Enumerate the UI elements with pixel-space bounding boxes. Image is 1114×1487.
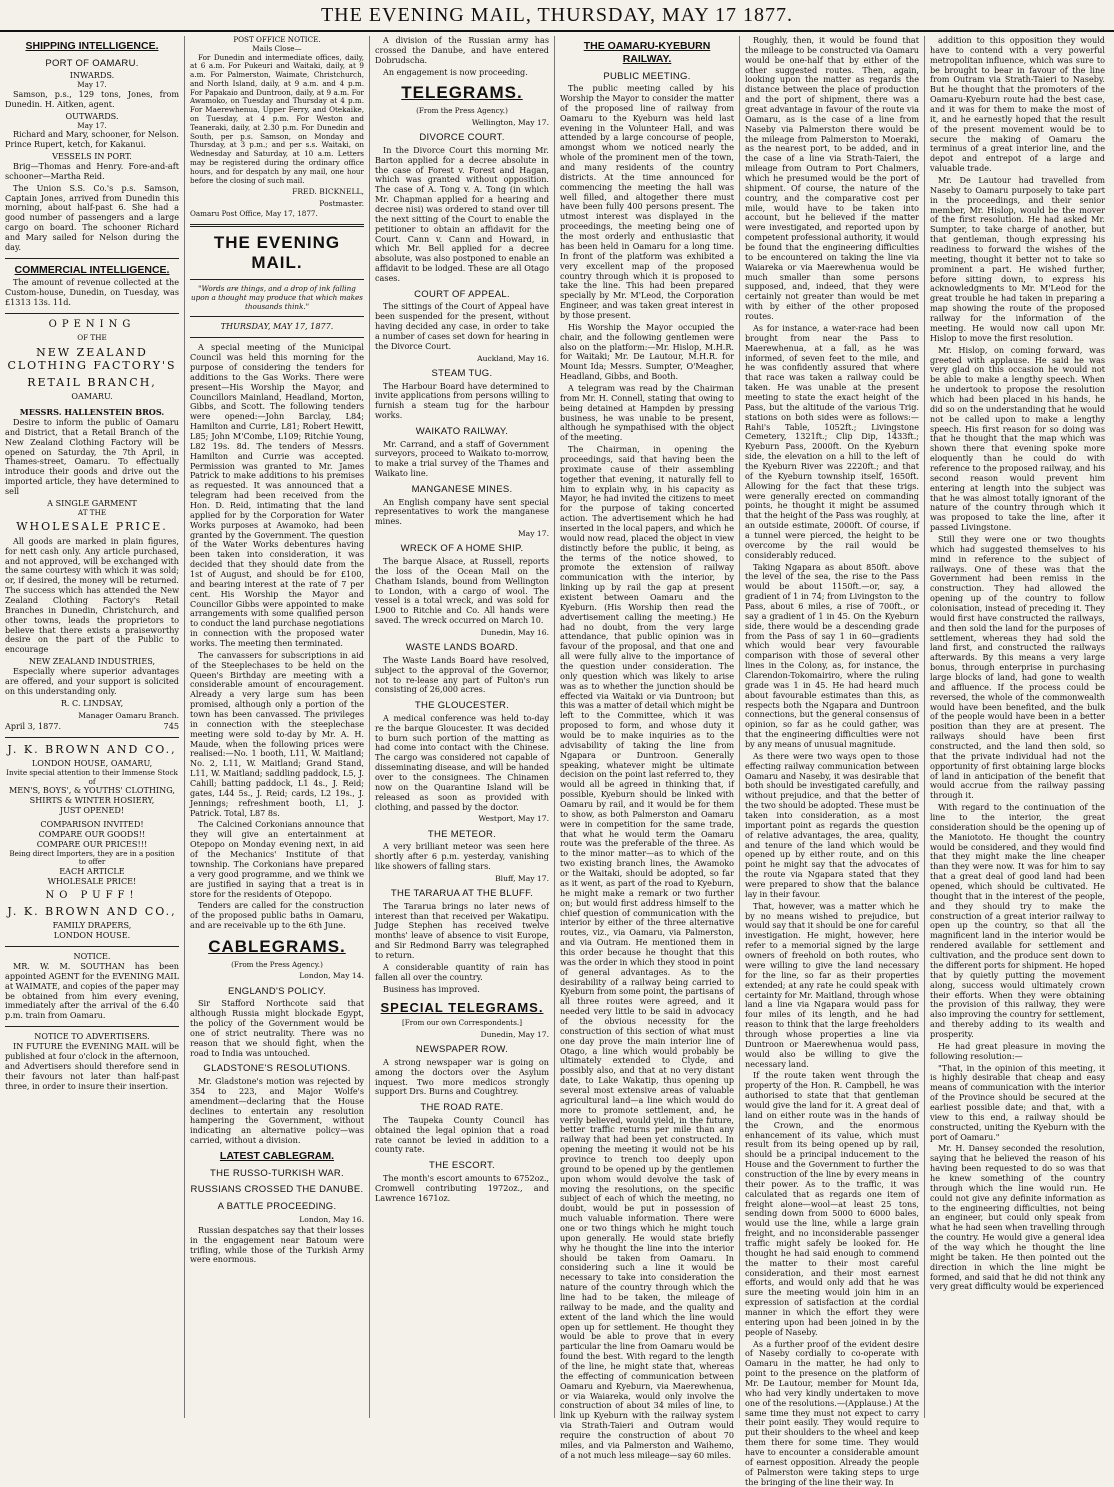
postmaster-label: Postmaster.: [319, 198, 364, 208]
russo-turkish-heading: THE RUSSO-TURKISH WAR.: [210, 1167, 344, 1179]
london-house-2: LONDON HOUSE.: [53, 930, 131, 941]
gladstone-heading: GLADSTONE'S RESOLUTIONS.: [203, 1063, 351, 1075]
nz-industries: NEW ZEALAND INDUSTRIES,: [28, 656, 156, 667]
manganese-heading: MANGANESE MINES.: [411, 483, 513, 495]
battle-text: Russian despatches say that their losses in the engagement near Batoum were trifling, while those of the Turkish Army were enormous.: [190, 1224, 364, 1265]
lindsay-role: Manager Oamaru Branch.: [78, 710, 179, 720]
notice-heading: NOTICE.: [73, 951, 111, 962]
waikato-text: Mr. Carrand, and a staff of Government surveyors, proceed to Waikato to-morrow, to make a trial survey of the Thames and Waikato line.: [375, 438, 549, 479]
factory-heading: NEW ZEALAND CLOTHING FACTORY'S: [7, 346, 177, 373]
inwards-heading: INWARDS.: [69, 70, 115, 81]
advertisers-text: IN FUTURE the EVENING MAIL will be published at four o'clock in the afternoon, and Advertisers should therefore send in their favours not later than half-past three, in order to insure their insertion.: [5, 1041, 179, 1091]
dunedin-date-1: Dunedin, May 16.: [480, 627, 549, 637]
appeal-heading: COURT OF APPEAL.: [414, 288, 510, 300]
advert-date: April 3, 1877.: [5, 720, 62, 731]
southan-text: MR. W. M. SOUTHAN has been appointed AGENT for the EVENING MAIL at WAIMATE, and copies of the paper may be obtained from him every evening, immediately after the arrival of the 6.40 p.m. train from Oamaru.: [5, 961, 179, 1021]
gloucester-text: A medical conference was held to-day re the barque Gloucester. It was decided to burn such portion of the matting as had come into contact with the Chinese. The cargo was considered not capable of disseminating disease, and will be handed over to the consignees. The Chinamen now on the Quarantine Island will be released as soon as provided with clothing, and passed by the doctor.: [375, 712, 549, 812]
outwards-date: May 17.: [77, 120, 107, 130]
railway-end-para-1: addition to this opposition they would have to contend with a very powerful metropolitan influence, which was sure to be brought to bear in favour of the line from Outram via Strath-Taieri to Naseby. But he thought that the promoters of the Oamaru-Kyeburn route had the best case, and it was for them to make the most of it, and he earnestly hoped that the result of the present movement would be to secure the making of Oamaru the terminus of a great interior line, and the depot and entrepot of a large and valuable trade.: [930, 35, 1105, 174]
telegrams-heading: TELEGRAMS.: [401, 83, 523, 103]
manganese-text: An English company have sent special representatives to work the manganese mines.: [375, 496, 549, 527]
opening-heading: OPENING: [48, 319, 136, 331]
masthead: THE EVENING MAIL, THURSDAY, MAY 17 1877.: [0, 0, 1114, 32]
waste-text: The Waste Lands Board have resolved, subject to the approval of the Governor, not to re-lease any part of Fulton's run consisting of 26,000 acres.: [375, 654, 549, 695]
tug-text: The Harbour Board have determined to invite applications from persons willing to furnish a steam tug for the harbour works.: [375, 380, 549, 421]
escort-text: The month's escort amounts to 6752oz., Cromwell contributing 1972oz., and Lawrence 1671oz.: [375, 1172, 549, 1203]
outwards-heading: OUTWARDS.: [65, 110, 119, 121]
commercial-text: The amount of revenue collected at the Custom-house, Dunedin, on Tuesday, was £1313 13s. 11d.: [5, 277, 179, 308]
resolution-text: "That, in the opinion of this meeting, it is highly desirable that cheap and easy means of communication with the interior of the Province should be secured at the earliest possible date; and that, with a view to this end, a railway should be constructed, uniting the Kyeburn with the port of Oamaru.": [930, 1062, 1105, 1142]
railway-para-3: A telegram was read by the Chairman from Mr. H. Connell, stating that owing to being detained at Hampden by pressing business, he was unable to be present, although he sympathised with the object of the meeting.: [560, 382, 734, 443]
tenders-text: Tenders are called for the construction of the proposed public baths in Oamaru, and are receivable up to the 6th June.: [190, 900, 364, 931]
railway-cont-para-6: If the route taken went through the property of the Hon. R. Campbell, he was authorised to state that that gentleman would give the land for it. A great deal of land on either route was in the hands of the Crown, and the enormous enhancement of its value, which must result from its being opened up by rail, should be a principal inducement to the House and the Government to further the construction of the line by every means in their power. As to the traffic, it was calculated that as regards one item of freight alone—wool—at least 25 tons, sending down from 5000 to 6000 bales, would use the line, while a large grain freight, and no inconsiderable passenger traffic might safely be looked for. He thought he had said enough to commend the matter to their most careful consideration, and their most earnest efforts, and would only add that he was sure the meeting would join him in an expression of satisfaction at the cordial manner in which the effort they were entering upon had been joined in by the people of Naseby.: [745, 1070, 919, 1337]
railway-cont-para-1: Roughly, then, it would be found that the mileage to be constructed via Oamaru would be one-half that by either of the other suggested routes. Then, again, looking upon the matter as regards the distance between the place of production and the port of shipment, there was a great advantage in favour of the route via Oamaru, as is the case of a line from Naseby via Palmerston there would be the mileage from Palmerston to Moeraki, as the nearest port, to be added, and in the case of a line via Strath-Taieri, the mileage from Outram to Port Chalmers, which he presumed would be the port of shipment. Of course, the nature of the country, and the comparative cost per mile, would have to be taken into account, but he believed if the matter were investigated, and reported upon by competent professional authority, it would be found that the engineering difficulties to be encountered on taking the line via Waiareka or via Maerewhenua would be much smaller than some persons supposed, and, indeed, that they were certainly not greater than would be met with by either of the other proposed routes.: [745, 35, 919, 322]
column-4: [555, 36, 740, 1460]
divider: [5, 313, 179, 314]
engagement-text: An engagement is now proceeding.: [383, 66, 528, 77]
council-text: A special meeting of the Municipal Council was held this morning for the purpose of considering the tenders for additions to the Gas Works. There were present—His Worship the Mayor, and Councillors Mainland, Headland, Morton, Gibbs, and Scott. The following tenders were opened:—John Barclay, L84; Hamilton and Currie, L81; Robert Hewitt, L85; John M'Combe, L109; Ritchie Young, L82 19s. 8d. The tenders of Messrs. Hamilton and Currie was accepted. Permission was granted to Mr. James Patrick to make additions to his premises as requested. It was announced that a telegram had been received from the Hon. D. Reid, intimating that the land applied for by the Corporation for Water Works purposes at Awamoko, had been granted by the Government. The question of the Water Works debentures having been taken into consideration, it was decided that they should date from the 1st of August, and should be for £100, and bearing interest at the rate of 7 per cent. His Worship the Mayor and Councillor Gibbs were appointed to make arrangements with some qualified person to conduct the land purchase negotiations in connection with the proposed water works. The meeting then terminated.: [190, 342, 364, 649]
bicknell-name: FRED. BICKNELL,: [292, 187, 364, 197]
escort-heading: THE ESCORT.: [429, 1160, 495, 1172]
column-6: [925, 36, 1110, 1418]
divider: [190, 316, 364, 317]
railway-end-para-3: Mr. Hislop, on coming forward, was greeted with applause. He said he was very glad on this occasion he would not be able to make a lengthy speech. When he undertook to propose the resolution which had been placed in his hands, he did so on the understanding that he would not be called upon to make a lengthy speech. His first reason for so doing was that he thought that the map which was shown there that evening spoke more eloquently than he could do with reference to the proposed railway, and his second reason would prevent him entering at length into the subject was that he was almost totally ignorant of the nature of the country through which it was proposed to take the line, after it passed Livingstone.: [930, 344, 1105, 533]
mails-close: Mails Close—: [252, 43, 302, 53]
auckland-date: Auckland, May 16.: [477, 353, 549, 363]
at-the-label: AT THE: [77, 507, 107, 517]
road-rate-heading: THE ROAD RATE.: [420, 1102, 504, 1114]
press-agency: (From the Press Agency.): [231, 959, 323, 969]
railway-cont-para-4: As there were two ways open to those effecting railway communication between Oamaru and Naseby, it was desirable that both should be investigated carefully, and without prejudice, and that the better of the two should be adopted. These must be taken into consideration, as a most important point as regards the question of relative advantages, the area, quality, and tenure of the land which would be opened up by either route, and on this point he might say that the advocates of the route via Ngapara stated that they were prepared to show that the balance lay in their favour.: [745, 750, 919, 899]
meteor-heading: THE METEOR.: [427, 828, 497, 840]
wholesale-price-2: WHOLESALE PRICE!: [47, 876, 137, 887]
railway-para-2: His Worship the Mayor occupied the chair, and the following gentlemen were also on the platform:—Mr. Hislop, M.H.R. for Waitaki; Mr. De Lautour, M.H.R. for Mount Ida; Messrs. Sumpter, O'Meagher, Headland, Gibbs, and Booth.: [560, 321, 734, 382]
single-garment: A SINGLE GARMENT: [47, 497, 137, 508]
corkonians-text: The Calcined Corkonians announce that they will give an entertainment at Otepopo on Monday evening next, in aid of the Mechanics' Institute of that township. The Corkonians have prepared a very good programme, and we think we are justified in saying that a treat is in store for the residents of Otepopo.: [190, 819, 364, 899]
business-text: Business has improved.: [383, 983, 480, 994]
division-text: A division of the Russian army has crossed the Danube, and have entered Dobrudscha.: [375, 35, 549, 65]
railway-end-para-7: Mr. H. Dansey seconded the resolution, saying that he believed the reason of his having been requested to do so was that he knew something of the country through which the line would run. He could not give any definite information as to the engineering difficulties, not being an engineer, but could only speak from what he had seen when travelling through the country. He would give a general idea of the way which he thought the line might be taken. He then pointed out the direction in which the line might be formed, and said that he did not think any very great difficulty would be experienced: [930, 1143, 1105, 1292]
post-notice-heading: POST OFFICE NOTICE.: [233, 35, 321, 44]
paper-title: THE EVENING MAIL.: [213, 232, 341, 273]
gladstone-text: Mr. Gladstone's motion was rejected by 354 to 223, and Major Wolfe's amendment—declaring that the House declines to entertain any resolution hampering the Government, without indicating an alternative policy—was carried, without a division.: [190, 1076, 364, 1146]
hallenstein-advert: [5, 319, 179, 732]
public-meeting-heading: PUBLIC MEETING.: [603, 70, 691, 82]
wreck-text: The barque Alsace, at Russell, reports the loss of the Ocean Mail on the Chatham Islands, bound from Wellington to London, with a cargo of wool. The vessel is a total wreck, and was sold for L900 to Ritchie and Co. All hands were saved. The wreck occurred on March 10.: [375, 555, 549, 626]
shirts-line: SHIRTS & WINTER HOSIERY,: [29, 795, 155, 806]
london-house: LONDON HOUSE, OAMARU,: [31, 758, 153, 769]
vessels-heading: VESSELS IN PORT.: [52, 151, 132, 162]
battle-heading: A BATTLE PROCEEDING.: [217, 1200, 337, 1212]
railway-para-1: The public meeting called by his Worship the Mayor to consider the matter of the proposed line of railway from Oamaru to the Kyeburn was held last evening in the Volunteer Hall, and was attended by a large concourse of people, amongst whom we noticed nearly the whole of the prominent men of the town, and many residents of the country districts. At the time announced for commencing the meeting the hall was well filled, and altogether there must have been fully 400 persons present. The utmost interest was displayed in the proceedings, the meeting being one of the most orderly and enthusiastic that has been held in Oamaru for a long time. In front of the platform was exhibited a very excellent map of the proposed country through which it is proposed to take the line. This had been prepared specially by Mr. M'Leod, the Corporation Engineer, and was taken great interest in by those present.: [560, 83, 734, 320]
englands-policy-heading: ENGLAND'S POLICY.: [227, 985, 327, 997]
port-heading: PORT OF OAMARU.: [45, 57, 139, 69]
wellington-date: Wellington, May 17.: [471, 117, 549, 127]
brown-text: Invite special attention to their Immense Stock of: [6, 767, 178, 786]
clothing-line: MEN'S, BOYS', & YOUTHS' CLOTHING,: [9, 785, 175, 796]
railway-end-para-2: Mr. De Lautour had travelled from Naseby to Oamaru purposely to take part in the proceedings, and their senior member, Mr. Hislop, would be the mover of the first resolution. He had asked Mr. Sumpter, to take charge of another, but that gentleman, though expressing his readiness to forward the wishes of the meeting, thought it better not to take so prominent a part. He wished further, before sitting down, to express his acknowledgments to Mr. M'Leod for the great trouble he had taken in preparing a map showing the route of the proposed railway for the information of the meeting. He would now call upon Mr. Hislop to move the first resolution.: [930, 175, 1105, 343]
compare-goods: COMPARE OUR GOODS!!: [38, 828, 146, 839]
special-telegrams-heading: SPECIAL TELEGRAMS.: [380, 1000, 544, 1016]
motto: "Words are things, and a drop of ink falling upon a thought may produce that which makes thousands think.": [191, 284, 363, 311]
bluff-date: Bluff, May 17.: [495, 873, 549, 883]
hallenstein-name: MESSRS. HALLENSTEIN BROS.: [19, 407, 165, 418]
brown-name: J. K. BROWN AND CO.,: [7, 742, 177, 756]
issue-date: THURSDAY, MAY 17, 1877.: [220, 321, 334, 332]
divider: [5, 737, 179, 738]
own-correspondents: [From our own Correspondents.]: [401, 1018, 523, 1028]
dunedin-date-2: Dunedin, May 17.: [480, 1030, 549, 1040]
wholesale-price: WHOLESALE PRICE.: [16, 520, 168, 534]
shipping-heading: SHIPPING INTELLIGENCE.: [25, 40, 159, 52]
railway-cont-para-2: As for instance, a water-race had been brought from near the Pass to Maerewhenua, at a fall, as he was informed, of seven feet to the mile, and he was confidently assured that where that race was taken a railway could be taken. He was unable at the present meeting to state the exact height of the Pass, but the altitude of the various Trig. stations on both sides were as follows:—Rahi's Table, 1052ft.; Livingstone Cemetery, 1321ft.; Clip Dip, 1433ft.; Kyeburn Pass, 2000ft. On the Kyeburn side, the elevation on a hill to the left of the Kyeburn River was 2220ft.; and that of the Kyeburn township itself, 1650ft. Allowing for the fact that these trigs. were generally erected on commanding points, he thought it might be assumed that the height of the Pass was roughly, at an outside estimate, 2000ft. Of course, if a tunnel were pierced, the height to be overcome by the rail would be considerably reduced.: [745, 322, 919, 560]
comparison-invited: COMPARISON INVITED!: [40, 819, 144, 830]
industries-text: Especially where superior advantages are offered, and your support is solicited on this understanding only.: [5, 666, 179, 696]
westport-date: Westport, May 17.: [478, 814, 549, 824]
hallenstein-text: Desire to inform the public of Oamaru and District, that a Retail Branch of the New Zealand Clothing Factory will be opened on Saturday, the 7th April, in Thames-street, Oamaru. To effectually introduce their goods and drive out the imported article, they have determined to sell: [5, 416, 179, 496]
of-the-label: OF THE: [77, 333, 107, 343]
may17-date: May 17.: [517, 529, 549, 539]
london-date-1: London, May 14.: [299, 971, 364, 981]
compare-prices: COMPARE OUR PRICES!!!: [36, 838, 148, 849]
russians-heading: RUSSIANS CROSSED THE DANUBE.: [190, 1184, 364, 1196]
divider: [5, 946, 179, 947]
railway-end-para-6: He had great pleasure in moving the following resolution:—: [930, 1040, 1105, 1061]
railway-cont-para-3: Taking Ngapara as about 850ft. above the level of the sea, the rise to the Pass would be about 1150ft.—or, say, a gradient of 1 in 74; from Livingston to the Pass, about 6 miles, a rise of 700ft., or say a gradient of 1 in 45. On the Kyeburn side, there would be a descending grade from the Pass of say 1 in 60—gradients which would bear very favourable comparison with those of several other lines in the Colony, as, for instance, the Clarendon-Tokomairiro, where the ruling grade was 1 in 45. He had heard much about favourable estimates than this, as respects both the Ngapara and Duntroon connections, but the general consensus of opinion, so far as he could gather, was that the engineering difficulties were not by any means of unusual magnitude.: [745, 561, 919, 750]
column-1: [0, 36, 185, 1418]
canvassers-text: The canvassers for subscriptions in aid of the Steeplechases to be held on the Queen's Birthday are meeting with a considerable amount of encouragement. Already a very large sum has been promised, although only a portion of the town has been canvassed. The privileges in connection with the steeplechase meeting were sold to-day by Mr. A. H. Maude, when the following prices were realised:—No. 1 booth, L11, W. Maitland; No. 2, L11, W. Maitland; Grand Stand, L11, W. Maitland; saddling paddock, L5, J. Cahill; batting paddock, L1 4s., J. Reid; gates, L44 5s., J. Reid; cards, L2 19s., J. Jennings; refreshment booth, L1, J. Patrick. Total, L87 8s.: [190, 649, 364, 818]
railway-end-para-4: Still they were one or two thoughts which had suggested themselves to his mind in reference to the subject of railways. One of these was that the Government had been remiss in the construction. They had allowed the opening up of the country to follow colonisation, instead of preceding it. They would first have constructed the railways, and then sold the land for the purposes of settlement, whereas they had sold the land first, and constructed the railways afterwards. By this means a very large bonus, through enterprise in purchasing large blocks of land, had gone to wealth and affluence. If the process could be reversed, the whole of the commonwealth would have been benefited, and the bulk of the people would have been in a better position than they are at present. The railways should have been first constructed, and the land then sold, so that the private individual had not the opportunity of first obtaining large blocks of land in anticipation of the benefit that would accrue from the railway passing through it.: [930, 533, 1105, 801]
inwards-text: Samson, p.s., 129 tons, Jones, from Dunedin. H. Aitken, agent.: [5, 89, 179, 109]
railway-end-para-5: With regard to the continuation of the line to the interior, the great consideration should be the opening up of the Maniototo. He thought the country would be considered, and they would find that they might make the line cheaper than they were now. It was for him to say that a great deal of good land had been opened, which should be cultivated. He thought that in the interest of the people, and they should try to make the construction of a great interior railway to open up the country, so that all the magnificent land in the interior would be rendered available for settlement and cultivation, and the produce sent down to the different ports for shipment. He hoped that by quietly putting the movement along, success would ultimately crown their efforts. When they were obtaining the provision of this railway, they were also improving the country for settlement, and thereby adding to its wealth and prosperity.: [930, 802, 1105, 1039]
brown-name-2: J. K. BROWN AND CO.,: [7, 905, 177, 919]
london-date-2: London, May 16.: [299, 1214, 364, 1224]
divider: [190, 337, 364, 338]
commercial-heading: COMMERCIAL INTELLIGENCE.: [14, 263, 170, 276]
cablegrams-heading: CABLEGRAMS.: [208, 936, 346, 956]
inwards-date: May 17.: [77, 80, 107, 90]
goods-text: All goods are marked in plain figures, for nett cash only. Any article purchased, and not approved, will be exchanged with the same courtesy with which it was sold; or, if desired, the money will be returned. The success which has attended the New Zealand Clothing Factory's Retail Branches in Dunedin, Christchurch, and other towns, leads the proprietors to believe that there exists a praiseworthy desire on the part of the Public to encourage: [5, 535, 179, 655]
waste-lands-heading: WASTE LANDS BOARD.: [405, 642, 519, 654]
post-office-date: Oamaru Post Office, May 17, 1877.: [190, 208, 318, 218]
column-5: [740, 35, 925, 1487]
column-2: [185, 36, 370, 1418]
advert-number: 745: [163, 720, 179, 731]
latest-cablegram-heading: LATEST CABLEGRAM.: [219, 1150, 335, 1163]
wreck-heading: WRECK OF A HOME SHIP.: [400, 543, 524, 555]
tararua-text: The Tararua brings no later news of interest than that received per Wakatipu. Judge Stephen has received twelve months' leave of absence to visit Europe, and Sir Redmond Barry was telegraphed to return.: [375, 900, 549, 960]
oamaru-label: OAMARU.: [71, 391, 113, 402]
column-3: [370, 36, 555, 1418]
just-opened: JUST OPENED!: [59, 805, 125, 816]
outwards-text: Richard and Mary, schooner, for Nelson. Prince Rupert, ketch, for Kakanui.: [5, 129, 179, 150]
railway-cont-para-7: As a further proof of the evident desire of Naseby cordially to co-operate with Oamaru in the matter, he had only to point to the presence on the platform of Mr. De Lautour, member for Mount Ida, who had very kindly undertaken to move one of the resolutions.—(Applause.) At the same time they must not expect to carry their point easily. They would require to put their shoulders to the wheel and keep them there for some time. They would have to encounter a considerable amount of earnest opposition. Already the people of Palmerston were taking steps to urge the bringing of the line their way. In: [745, 1338, 919, 1487]
family-drapers: FAMILY DRAPERS,: [52, 920, 132, 931]
divider: [190, 279, 364, 280]
policy-text: Sir Stafford Northcote said that although Russia might blockade Egypt, the policy of the Government would be one of strict neutrality. There was no reason that we should fight, when the road to India was untouched.: [190, 998, 364, 1058]
gloucester-heading: THE GLOUCESTER.: [414, 700, 510, 712]
tararua-heading: THE TARARUA AT THE BLUFF.: [390, 888, 534, 900]
direct-importers: Being direct Importers, they are in a position to offer: [9, 848, 175, 867]
mails-text: For Dunedin and intermediate offices, daily, at 6 a.m. For Pukeuri and Waitaki, daily, at 9 a.m. For Palmerston, Waimate, Christchurch, and North Island, daily, at 9 a.m. and 4 p.m. For Papakaio and Duntroon, daily, at 9 a.m. For Awamoko, on Tuesday and Thursday at 4 p.m. For Maerewhenua, Upper Ferry, and Otekaike, on Tuesday, at 4 p.m. For Weston and Teaneraki, daily, at 2.30 p.m. For Dunedin and South, per p.s. Samson, on Monday and Thursday, at 3 p.m.; and per s.s. Waitaki, on Wednesday and Saturday, at 10 a.m. Letters may be registered during the ordinary office hours, and for despatch by any mail, one hour before the closing of such mail.: [190, 52, 364, 185]
newspaper-row-heading: NEWSPAPER ROW.: [415, 1044, 509, 1056]
divider: [5, 1026, 179, 1027]
each-article: EACH ARTICLE: [59, 866, 125, 877]
railway-cont-para-5: That, however, was a matter which he by no means wished to prejudice, but would say that it should be one for careful investigation. He might, however, here refer to a memorial signed by the large owners of freehold on both routes, who were willing to give the land necessary for the line, so far as their properties extended; at any rate he could speak with certainty for Mr. Maitland, through whose land a line via Ngapara would pass for four miles of its length, and he had reason to think that the large freeholders through whose properties a line via Duntroon or Maerewhenua would pass, would also be willing to give the necessary land.: [745, 900, 919, 1069]
railway-heading: THE OAMARU-KYEBURN RAILWAY.: [583, 40, 711, 65]
railway-para-4: The Chairman, in opening the proceedings, said that having been the proximate cause of their assembling together that evening, it naturally fell to him to explain why, in his capacity as Mayor, he had invited the citizens to meet for the purpose of taking concerted action. The advertisement which he had inserted in the local papers, and which he would now read, placed the object in view distinctly before the public, it being, as the terms of the notice showed, to promote the extension of railway communication with the interior, by linking up by rail the gap at present existent between Oamaru and the Kyeburn. (His Worship then read the advertisement calling the meeting.) He had no doubt, from the very large attendance, that public opinion was in favour of the proposal, and that one and all were fully alive to the importance of the question under consideration. The only question which was likely to arise was as to whether the junction should be effected via Waitaki or via Duntroon; but this was a matter of detail which might be left to the Committee, which it was proposed to form, and whose duty it would be to make inquiries as to the advisability of taking the line from Ngapara or Duntroon. Generally speaking, whatever might be ultimate decision on the point last referred to, they would all be agreed in thinking that, if possible, Kyeburn should be linked with Oamaru by rail, and it would be for them to show, as both Palmerston and Oamaru were in competition for the same trade, that what he would term the Oamaru route was the preferable of the three. As to the minor matter—as to which of the two existing branch lines, the Awamoko or the Waitaki, should be adopted, so far as it went, as part of the road to Kyeburn, he might make a remark or two further on; but would first address himself to the chief question of communication with the interior by either of the three alternative routes, viz., via Oamaru, via Palmerston, and via Outram. He mentioned them in this order because he thought that this was the order in which they stood in point of general advantages. As to the desirability of a railway being carried to Kyeburn from some point, the partisans of all three routes were agreed, and it needed very little to be said in advocacy of the obvious necessity for the construction of this section of what must one day prove the main interior line of Otago, a line which would probably be ultimately extended to Clyde, and possibly also, and that at no very distant date, to Lake Wakatip, thus opening up several most extensive areas of valuable agricultural land—a line which would do more to promote settlement, and, he verily believed, would yield, in the future, better traffic returns per mile than any railway that had been yet constructed. In opening the meeting it would not be his province to trench too deeply upon ground to be opened up by the gentlemen upon whom would devolve the task of moving the resolutions, on the specific subject of each of which the meeting, no doubt, would be put in possession of much valuable information. There were one or two things which he might touch upon generally. He would state briefly why he thought the line into the interior should be taken from Oamaru. In considering such a line it would be necessary to take into consideration the nature of the country through which the line had to be taken, the mileage of railway to be made, and the quality and extent of the land which the line would open up for settlement. He thought they would be able to prove that in every particular the line from Oamaru would be found the best. With regard to the length of the line, he might state that, whereas the effecting of communication between Oamaru and Kyeburn, via Maerewhenua, or via Waiareka, would only involve the construction of about 34 miles of line, to link up Kyeburn with the railway system via Strath-Taieri and Outram would require the construction of about 70 miles, and via Palmerston and Waihemo, of a not much less mileage—say 60 miles.: [560, 444, 734, 1460]
divorce-text: In the Divorce Court this morning Mr. Barton applied for a decree absolute in the case of Forest v. Forest and Hagan, which was granted without opposition. The case of A. Tong v. A. Tong (in which Mr. Chapman applied for a hearing and decree nisi) was ordered to stand over till the next sitting of the Court to enable the petitioner to obtain an affidavit for the Court. Cann v. Cann and Howard, in which Mr. Bell applied for a decree absolute, was also postponed to enable an affidavit to be lodged. These are all Otago cases.: [375, 144, 549, 283]
road-text: The Taupeka County Council has obtained the legal opinion that a road rate cannot be levied in addition to a county rate.: [375, 1114, 549, 1155]
steam-tug-heading: STEAM TUG.: [431, 367, 493, 379]
divider: [190, 224, 364, 227]
row-text: A strong newspaper war is going on among the doctors over the Asylum inquest. Two more medicos strongly support Drs. Burns and Coughtrey.: [375, 1056, 549, 1097]
no-puff: NO PUFF!: [45, 889, 139, 901]
divorce-heading: DIVORCE COURT.: [419, 132, 505, 144]
appeal-text: The sittings of the Court of Appeal have been suspended for the present, without having decided any case, in order to take a number of cases set down for hearing in the Divorce Court.: [375, 301, 549, 351]
meteor-text: A very brilliant meteor was seen here shortly after 6 p.m. yesterday, vanishing like showers of falling stars.: [375, 841, 549, 871]
brown-advert: [5, 743, 179, 942]
vessels-text: Brig—Thomas and Henry. Fore-and-aft schooner—Martha Reid.: [5, 160, 179, 181]
lindsay-name: R. C. LINDSAY,: [60, 697, 124, 708]
rain-text: A considerable quantity of rain has fallen all over the country.: [375, 961, 549, 982]
waikato-heading: WAIKATO RAILWAY.: [415, 425, 509, 437]
divider: [5, 258, 179, 259]
union-text: The Union S.S. Co.'s p.s. Samson, Captain Jones, arrived from Dunedin this morning, about half-past 6. She had a good number of passengers and a large cargo on board. The schooner Richard and Mary sailed for Nelson during the day.: [5, 182, 179, 252]
advertisers-heading: NOTICE TO ADVERTISERS.: [34, 1031, 150, 1042]
retail-branch-heading: RETAIL BRANCH,: [27, 375, 157, 389]
press-agency: (From the Press Agency.): [416, 106, 508, 116]
